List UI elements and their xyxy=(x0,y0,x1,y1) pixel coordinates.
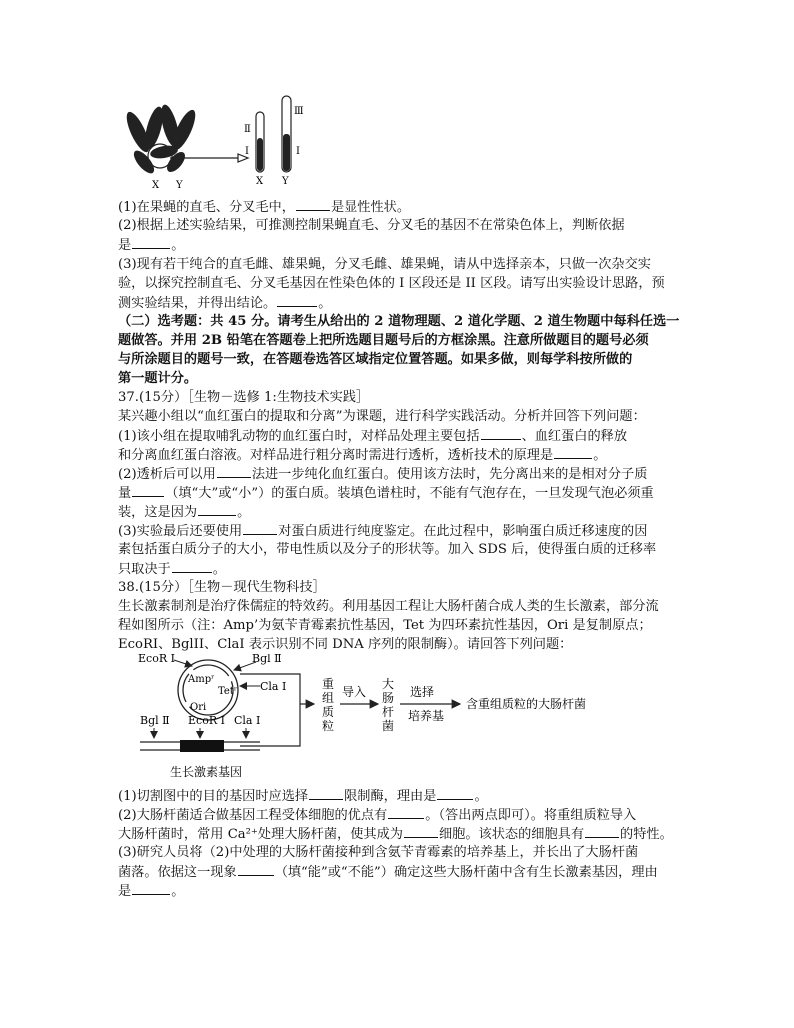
section2-line4: 第一题计分。 xyxy=(118,371,198,386)
qa-part3-line2: 验，以探究控制直毛、分叉毛基因在性染色体的 I 区段还是 II 区段。请写出实验设计思路，预 xyxy=(118,276,665,291)
section2-line3: 与所涂题目的题号一致，在答题卷选答区域指定位置答题。如果多做，则每学科按所做的 xyxy=(118,352,633,367)
answer-blank[interactable] xyxy=(481,427,521,440)
answer-blank[interactable] xyxy=(388,806,424,819)
q37-part2-line1: (2)透析后可以用 法进一步纯化血红蛋白。使用该方法时，先分离出来的是相对分子质 xyxy=(118,467,648,482)
q37-part2-line3: 装，这是因为 。 xyxy=(118,505,251,520)
section2-line1: （二）选考题：共 45 分。请考生从给出的 2 道物理题、2 道化学题、2 道生物题中每科任选一 xyxy=(118,314,680,329)
plasmid-flow-diagram xyxy=(130,654,630,786)
q38-part2-line1: (2)大肠杆菌适合做基因工程受体细胞的优点有 。（答出两点即可）。将重组质粒导入 xyxy=(118,808,637,823)
select-label: 选择 xyxy=(410,685,435,699)
clai-right-label: Cla Ⅰ xyxy=(260,680,287,693)
fig1-label-y2: Y xyxy=(282,176,289,187)
q37-part1-line2: 和分离血红蛋白溶液。对样品进行粗分离时需进行透析，透析技术的原理是 。 xyxy=(118,448,607,463)
q38-intro-line1: 生长激素制剂是治疗侏儒症的特效药。利用基因工程让大肠杆菌合成人类的生长激素，部分流 xyxy=(118,599,659,614)
q38-intro-line3: EcoRI、BglII、ClaI 表示识别不同 DNA 序列的限制酶）。请回答下列问题： xyxy=(118,637,573,652)
answer-blank[interactable] xyxy=(198,503,236,516)
answer-blank[interactable] xyxy=(217,465,251,478)
q37-part3-line1: (3)实验最后还要使用 对蛋白质进行纯度鉴定。在此过程中，影响蛋白质迁移速度的因 xyxy=(118,524,648,539)
ecoli-char-2: 肠 xyxy=(382,691,395,705)
fig1-label-x2: X xyxy=(256,176,264,187)
recomb-char-3: 质 xyxy=(322,705,335,719)
fig1-label-I-right: Ⅰ xyxy=(296,146,300,157)
answer-blank[interactable] xyxy=(132,236,170,249)
answer-blank[interactable] xyxy=(296,198,330,211)
q38-part1: (1)切割图中的目的基因时应选择 限制酶，理由是 。 xyxy=(118,789,488,804)
ecoli-char-4: 菌 xyxy=(382,719,395,733)
recomb-char-2: 组 xyxy=(322,691,335,705)
ecoli-char-1: 大 xyxy=(382,677,395,691)
answer-blank[interactable] xyxy=(172,560,212,573)
answer-blank[interactable] xyxy=(277,294,317,307)
qa-part3-line3: 测实验结果，并得出结论。 。 xyxy=(118,296,332,311)
q37-intro: 某兴趣小组以“血红蛋白的提取和分离”为课题，进行科学实践活动。分析并回答下列问题： xyxy=(118,409,646,424)
fig1-label-II: Ⅱ xyxy=(244,124,251,135)
q37-part1-line1: (1)该小组在提取哺乳动物的血红蛋白时，对样品处理主要包括 、血红蛋白的释放 xyxy=(118,429,628,444)
gene-label: 生长激素基因 xyxy=(170,765,243,779)
q37-heading: 37.(15分）［生物－选修 1:生物技术实践］ xyxy=(118,390,370,405)
ecori-bottom-label: EcoR Ⅰ xyxy=(188,714,225,727)
ecoli-char-3: 杆 xyxy=(382,705,395,719)
answer-blank[interactable] xyxy=(309,787,343,800)
fig1-label-I-left: Ⅰ xyxy=(245,146,249,157)
chromosome-figure xyxy=(118,92,338,192)
fig1-label-y: Y xyxy=(176,180,183,191)
fig1-label-III: Ⅲ xyxy=(294,106,304,117)
fig1-label-x: X xyxy=(152,180,160,191)
q38-intro-line2: 程如图所示（注：Amp’为氨苄青霉素抗性基因，Tet 为四环素抗性基因，Ori 是复制原点； xyxy=(118,618,652,633)
result-label: 含重组质粒的大肠杆菌 xyxy=(466,697,587,711)
q38-part3-line2: 菌落。依据这一现象 （填“能”或“不能”）确定这些大肠杆菌中含有生长激素基因，理由 xyxy=(118,865,658,880)
answer-blank[interactable] xyxy=(404,825,438,838)
recomb-char-4: 粒 xyxy=(322,719,335,733)
qa-part2-line1: (2)根据上述实验结果，可推测控制果蝇直毛、分叉毛的基因不在常染色体上，判断依据 xyxy=(118,218,625,233)
q38-part3-line1: (3)研究人员将（2)中处理的大肠杆菌接种到含氨苄青霉素的培养基上，并长出了大肠杆菌 xyxy=(118,845,639,860)
answer-blank[interactable] xyxy=(132,484,164,497)
answer-blank[interactable] xyxy=(243,522,277,535)
tetr-label: Tetʳ xyxy=(218,686,238,697)
answer-blank[interactable] xyxy=(585,825,619,838)
q37-part2-line2: 量 （填“大”或“小”）的蛋白质。装填色谱柱时，不能有气泡存在，一旦发现气泡必须重 xyxy=(118,486,654,501)
q37-part3-line3: 只取决于 。 xyxy=(118,562,226,577)
answer-blank[interactable] xyxy=(554,446,592,459)
bglii-bottom-label: Bgl Ⅱ xyxy=(140,714,170,727)
ampr-label: Ampʳ xyxy=(188,674,215,685)
ori-label: Ori xyxy=(190,702,207,713)
q38-part2-line2: 大肠杆菌时，常用 Ca²⁺处理大肠杆菌，使其成为 细胞。该状态的细胞具有 的特性。 xyxy=(118,827,673,842)
answer-blank[interactable] xyxy=(437,787,473,800)
qa-part2-line2: 是 。 xyxy=(118,238,185,253)
answer-blank[interactable] xyxy=(132,882,170,895)
qa-part3-line1: (3)现有若干纯合的直毛雌、雄果蝇，分叉毛雌、雄果蝇，请从中选择亲本，只做一次杂交实 xyxy=(118,257,651,272)
bglii-top-label: Bgl Ⅱ xyxy=(252,654,282,665)
medium-label: 培养基 xyxy=(408,709,445,723)
recomb-char-1: 重 xyxy=(322,677,335,691)
import-label: 导入 xyxy=(342,685,367,699)
ecori-top-label: EcoR Ⅰ xyxy=(138,654,175,665)
q38-heading: 38.(15分）［生物－现代生物科技］ xyxy=(118,580,326,595)
answer-blank[interactable] xyxy=(238,863,274,876)
gene-segment-bar xyxy=(180,740,224,752)
section2-line2: 题做答。并用 2B 铅笔在答题卷上把所选题目题号后的方框涂黑。注意所做题目的题号必须 xyxy=(118,333,649,348)
q37-part3-line2: 素包括蛋白质分子的大小，带电性质以及分子的形状等。加入 SDS 后，使得蛋白质的迁移率 xyxy=(118,542,657,557)
clai-bottom-label: Cla Ⅰ xyxy=(234,714,261,727)
q38-part3-line3: 是 。 xyxy=(118,884,185,899)
qa-part1: (1)在果蝇的直毛、分叉毛中， 是显性性状。 xyxy=(118,200,411,215)
